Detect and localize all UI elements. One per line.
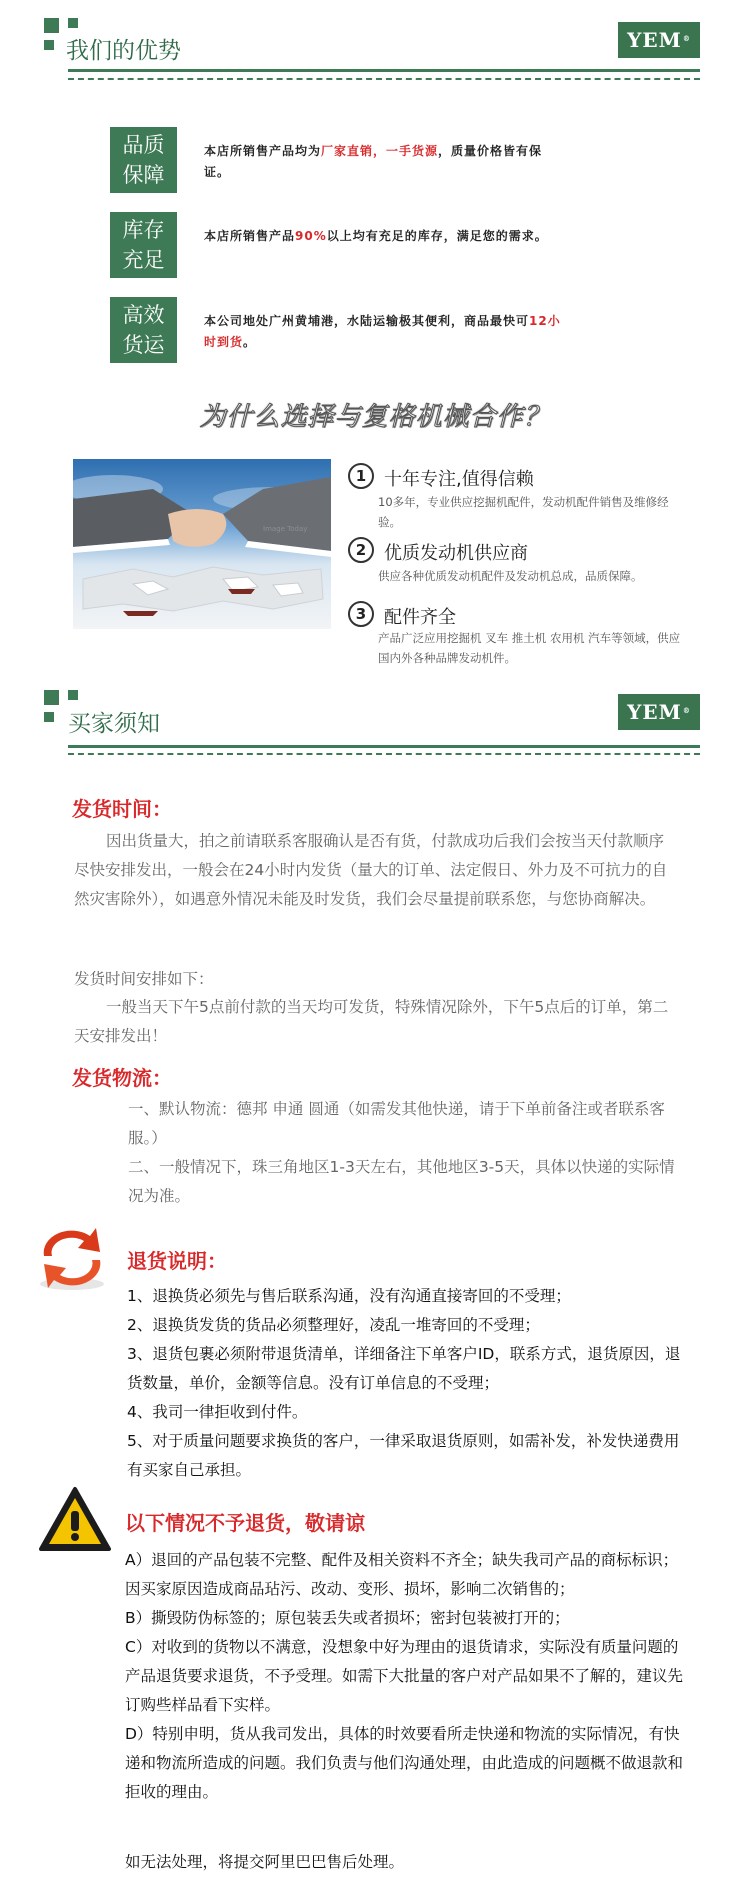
advantage-badge-quality: 品质 保障 <box>110 127 177 193</box>
advantage-text-shipping: 本公司地处广州黄埔港，水陆运输极其便利，商品最快可12小时到货。 <box>204 314 561 349</box>
header-rule <box>68 69 700 72</box>
returns-rule: 4、我司一律拒收到付件。 <box>127 1403 308 1421</box>
handshake-illustration <box>73 459 331 629</box>
returns-heading: 退货说明： <box>127 1249 227 1273</box>
no-return-rule: A）退回的产品包装不完整、配件及相关资料不齐全；缺失我司产品的商标标识；因买家原因造成商品玷污、改动、变形、损坏，影响二次销售的； <box>125 1551 679 1598</box>
returns-rule: 3、退货包裹必须附带退货清单，详细备注下单客户ID，联系方式，退货原因，退货数量，单价，金额等信息。没有订单信息的不受理； <box>127 1345 681 1392</box>
returns-rule: 1、退换货必须先与售后联系沟通，没有沟通直接寄回的不受理； <box>127 1287 571 1305</box>
header-dashed-rule <box>68 78 700 80</box>
advantage-badge-stock: 库存 充足 <box>110 212 177 278</box>
why-item-desc: 10多年，专业供应挖掘机配件，发动机配件销售及维修经验。 <box>378 495 669 529</box>
shipping-schedule-label: 发货时间安排如下： <box>74 970 214 988</box>
no-return-heading: 以下情况不予退货，敬请谅 <box>125 1511 365 1535</box>
brand-logo <box>618 694 700 730</box>
decor-square <box>68 18 78 28</box>
brand-logo <box>618 22 700 58</box>
decor-square <box>44 690 59 705</box>
advantage-badge-shipping: 高效 货运 <box>110 297 177 363</box>
shipping-schedule-paragraph: 一般当天下午5点前付款的当天均可发货，特殊情况除外，下午5点后的订单，第二天安排发出！ <box>74 998 669 1045</box>
decor-square <box>44 712 54 722</box>
header-rule <box>68 745 700 748</box>
no-return-footer: 如无法处理，将提交阿里巴巴售后处理。 <box>125 1853 405 1871</box>
advantage-text-stock: 本店所销售产品90%以上均有充足的库存，满足您的需求。 <box>204 229 548 243</box>
why-item-desc: 供应各种优质发动机配件及发动机总成，品质保障。 <box>378 569 643 583</box>
why-item-desc: 产品广泛应用挖掘机 叉车 推土机 农用机 汽车等领域，供应国内外各种品牌发动机件。 <box>378 631 681 665</box>
returns-rule: 5、对于质量问题要求换货的客户，一律采取退货原则，如需补发，补发快递费用有买家自己承担。 <box>127 1432 680 1479</box>
logo-registered-mark: ® <box>682 705 691 715</box>
logistics-heading: 发货物流： <box>72 1066 172 1090</box>
logo-text: YEM <box>627 700 682 724</box>
number-circle-icon: 1 <box>348 463 374 489</box>
no-return-rule: D）特别申明，货从我司发出，具体的时效要看所走快递和物流的实际情况，有快递和物流所造成的问题。我们负责与他们沟通处理，由此造成的问题概不做退款和拒收的理由。 <box>125 1725 684 1801</box>
advantage-text-quality: 本店所销售产品均为厂家直销，一手货源，质量价格皆有保证。 <box>204 144 543 179</box>
no-return-rule: C）对收到的货物以不满意，没想象中好为理由的退货请求，实际没有质量问题的产品退货要求退货，不予受理。如需下大批量的客户对产品如果不了解的，建议先订购些样品看下实样。 <box>125 1638 684 1714</box>
decor-square <box>44 18 59 33</box>
shipping-time-paragraph: 因出货量大，拍之前请联系客服确认是否有货，付款成功后我们会按当天付款顺序尽快安排发出，一般会在24小时内发货（量大的订单、法定假日、外力及不可抗力的自然灾害除外），如遇意外情况未能及时发货，我们会尽量提前联系您，与您协商解决。 <box>74 832 668 908</box>
logistics-item: 二、一般情况下，珠三角地区1-3天左右，其他地区3-5天，具体以快递的实际情况为准。 <box>128 1158 675 1205</box>
handshake-image <box>73 459 331 629</box>
image-watermark: Image Today <box>263 525 308 533</box>
logistics-item: 一、默认物流：德邦 申通 圆通（如需发其他快递，请于下单前备注或者联系客服。） <box>128 1100 665 1147</box>
why-title: 为什么选择与复格机械合作？ <box>199 402 551 432</box>
shipping-time-heading: 发货时间： <box>72 797 172 821</box>
refresh-arrows-icon <box>30 1222 114 1294</box>
logo-text: YEM <box>627 28 682 52</box>
why-item-heading: 十年专注,值得信赖 <box>384 469 534 490</box>
header-dashed-rule <box>68 753 700 755</box>
why-item-heading: 配件齐全 <box>384 607 456 628</box>
section-title: 买家须知 <box>68 711 160 737</box>
decor-square <box>44 40 54 50</box>
decor-square <box>68 690 78 700</box>
section-title: 我们的优势 <box>66 38 181 64</box>
number-circle-icon: 2 <box>348 537 374 563</box>
why-item-heading: 优质发动机供应商 <box>384 543 528 564</box>
number-circle-icon: 3 <box>348 601 374 627</box>
logo-registered-mark: ® <box>682 33 691 43</box>
warning-icon <box>38 1486 112 1554</box>
returns-rule: 2、退换货发货的货品必须整理好，凌乱一堆寄回的不受理； <box>127 1316 540 1334</box>
no-return-rule: B）撕毁防伪标签的；原包装丢失或者损坏；密封包装被打开的； <box>125 1609 570 1627</box>
